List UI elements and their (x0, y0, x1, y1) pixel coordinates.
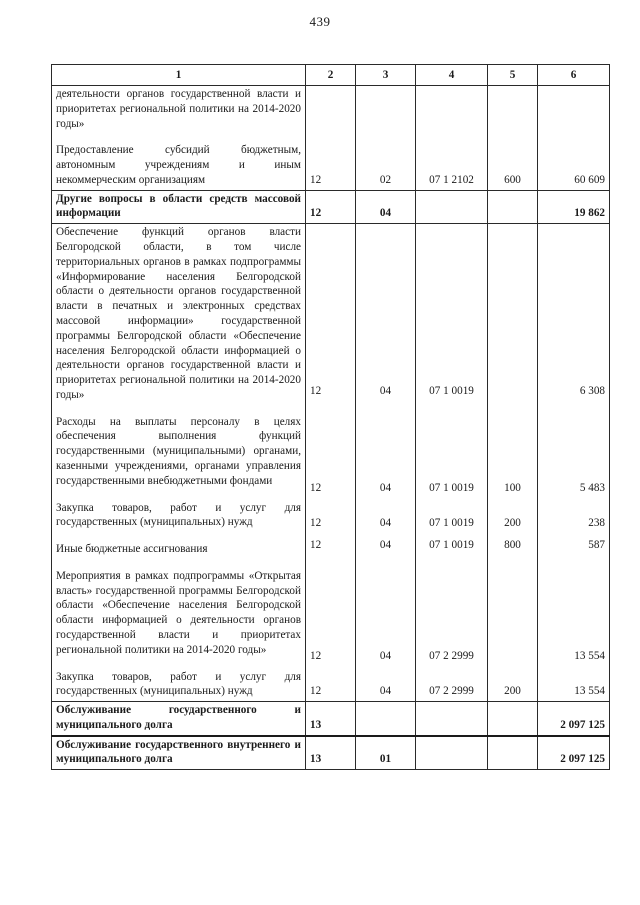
sub-value: 587 (588, 539, 605, 552)
cell-amount: 60 609 (538, 86, 610, 191)
row-description (52, 190, 306, 224)
cell-target-article (416, 190, 488, 224)
sub-value: 12 (310, 650, 322, 663)
cell-expense-type (488, 190, 538, 224)
cell-podrazdel-multi (356, 224, 416, 702)
budget-table (51, 64, 610, 770)
sub-value (492, 384, 533, 399)
header-cell-2: 2 (306, 65, 356, 86)
header-row (52, 65, 610, 86)
sub-value: 07 2 2999 (429, 685, 474, 698)
sub-value: 13 554 (574, 685, 605, 698)
sub-value: 04 (379, 539, 392, 552)
desc-paragraph: Предоставление субсидий бюджетным, автономным учреждениям и иным некоммерческим организациям (56, 144, 301, 186)
table-row-section (52, 702, 610, 736)
cell-amount: 2 097 125 (538, 736, 610, 770)
sub-value: 07 2 2999 (429, 650, 474, 663)
value-stack (360, 227, 411, 699)
row-description (52, 224, 306, 702)
sub-value: 12 (310, 685, 322, 698)
cell-target-article (416, 736, 488, 770)
sub-value: 07 1 0019 (429, 385, 474, 398)
sub-value: 12 (310, 385, 322, 398)
sub-value: 04 (379, 685, 392, 698)
sub-value: 12 (310, 517, 322, 530)
value-stack (492, 227, 533, 699)
header-cell-3: 3 (356, 65, 416, 86)
desc-paragraph: Обслуживание государственного и муниципального долга (56, 704, 301, 731)
cell-podrazdel: 04 (356, 190, 416, 224)
desc-paragraph: Обслуживание государственного внутреннего и муниципального долга (56, 738, 301, 766)
sub-value: 07 1 0019 (429, 482, 474, 495)
cell-podrazdel: 02 (356, 86, 416, 191)
header-cell-4: 4 (416, 65, 488, 86)
desc-paragraph: Закупка товаров, работ и услуг для государственных (муниципальных) нужд (56, 501, 301, 529)
sub-value: 07 1 0019 (429, 517, 474, 530)
value-stack (542, 227, 605, 699)
row-description (52, 86, 306, 191)
sub-value: 07 1 0019 (429, 539, 474, 552)
cell-amount: 2 097 125 (538, 702, 610, 736)
page-number: 439 (309, 14, 331, 29)
cell-razdel: 12 (306, 86, 356, 191)
table-row (52, 86, 610, 191)
header-cell-6: 6 (538, 65, 610, 86)
cell-razdel: 13 (306, 702, 356, 736)
row-description (52, 736, 306, 770)
desc-paragraph: Обеспечение функций органов власти Белгородской области, в том числе территориальных органов в рамках подпрограммы «Информирование населения Белгородской области о деятельности органов государственной власти в печатных и электронных средствах массовой информации» государственной программы Белгородской области «Обеспечение населения Белгородской области информацией о деятельности органов государственной власти и приоритетах региональной политики на 2014-2020 годы» (56, 226, 301, 401)
table-row-section (52, 736, 610, 770)
value-stack (420, 227, 483, 699)
row-description (52, 702, 306, 736)
cell-razdel-multi (306, 224, 356, 702)
sub-value: 04 (379, 385, 392, 398)
desc-paragraph: Другие вопросы в области средств массовой информации (56, 192, 301, 220)
desc-paragraph: Иные бюджетные ассигнования (56, 543, 208, 556)
desc-paragraph: Закупка товаров, работ и услуг для государственных (муниципальных) нужд (56, 670, 301, 698)
cell-razdel: 12 (306, 190, 356, 224)
sub-value: 04 (379, 650, 392, 663)
header-cell-5: 5 (488, 65, 538, 86)
cell-podrazdel (356, 702, 416, 736)
sub-value: 200 (504, 685, 521, 698)
table-row-block (52, 224, 610, 702)
sub-value: 800 (504, 539, 521, 552)
sub-value: 200 (504, 517, 521, 530)
sub-value: 238 (588, 517, 605, 530)
header-cell-1: 1 (52, 65, 306, 86)
sub-value: 04 (379, 482, 392, 495)
sub-value: 12 (310, 482, 322, 495)
table-row-section (52, 190, 610, 224)
cell-podrazdel: 01 (356, 736, 416, 770)
sub-value (492, 649, 533, 664)
sub-value: 6 308 (579, 385, 605, 398)
cell-amount-multi (538, 224, 610, 702)
cell-expense-type (488, 736, 538, 770)
sub-value: 13 554 (574, 650, 605, 663)
sub-value: 100 (504, 482, 521, 495)
desc-paragraph: деятельности органов государственной власти и приоритетах региональной политики на 2014-2020 годы» (56, 88, 301, 130)
value-stack (310, 227, 351, 699)
sub-value: 12 (310, 539, 322, 552)
cell-razdel: 13 (306, 736, 356, 770)
cell-expense-type: 600 (488, 86, 538, 191)
cell-target-article (416, 702, 488, 736)
sub-value: 5 483 (579, 482, 605, 495)
desc-paragraph: Расходы на выплаты персоналу в целях обеспечения выполнения функций государственными (муниципальными) органами, казенными учреждениями, органами управления государственными внебюджетными фондами (56, 415, 301, 487)
cell-target-article: 07 1 2102 (416, 86, 488, 191)
sub-value: 04 (379, 517, 392, 530)
cell-expense-type (488, 702, 538, 736)
desc-paragraph: Мероприятия в рамках подпрограммы «Открытая власть» государственной программы Белгородской области «Обеспечение населения Белгородской области информацией о деятельности органов государственной власти и приоритетах региональной политики на 2014-2020 годы» (56, 569, 301, 656)
cell-target-article-multi (416, 224, 488, 702)
cell-amount: 19 862 (538, 190, 610, 224)
cell-expense-type-multi (488, 224, 538, 702)
